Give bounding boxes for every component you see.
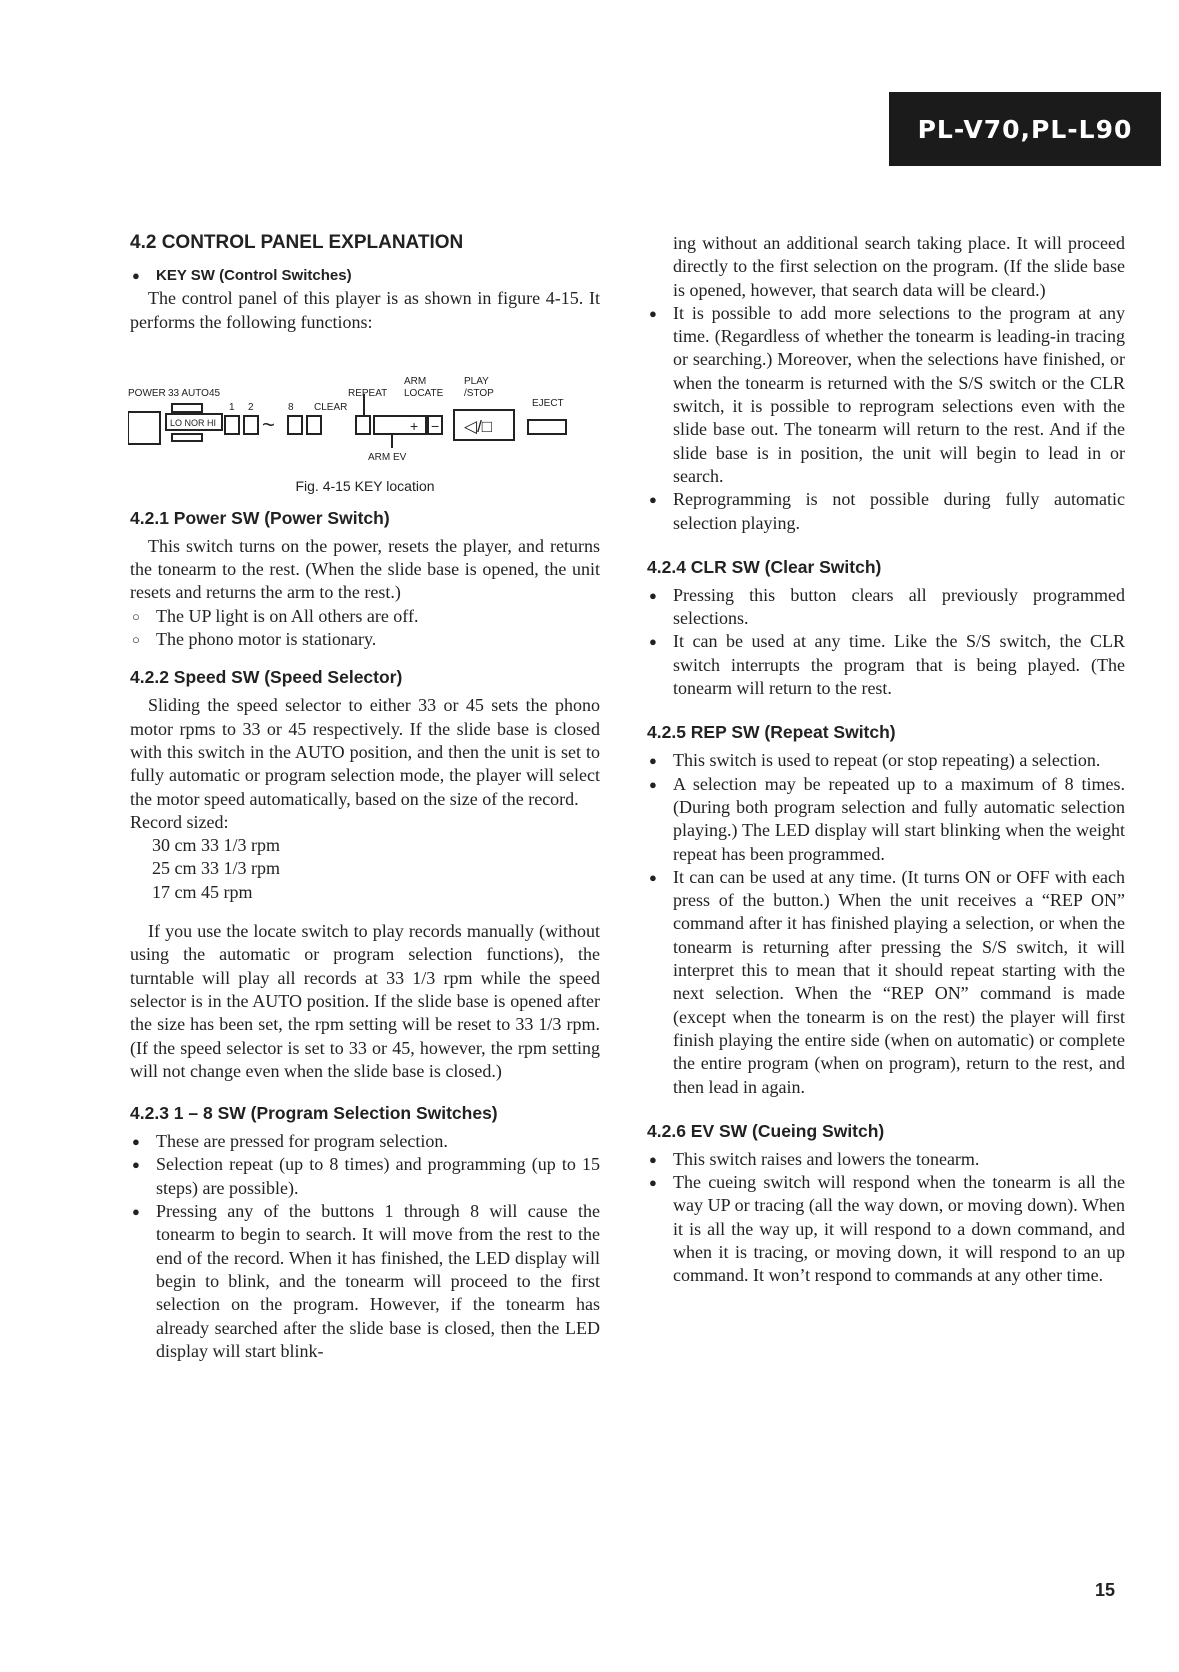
label-arm-locate-bottom: LOCATE: [404, 387, 444, 399]
clear-button: [356, 416, 370, 434]
s423-continuation: ing without an additional search taking place. It will proceed directly to the first selection on the program. (If the slide base is opened, however, that search data will be cleard.): [673, 233, 1125, 300]
program-button-1: [225, 416, 239, 434]
s425-item: ● It can can be used at any time. (It turns ON or OFF with each press of the button.) When the unit receives a “REP ON” command after it has finished playing a selection, or when the tonearm is returning after pressing the S/S switch, it will interpret this to mean that it should repeat starting with the next selection. When the “REP ON” command is made (except when the tonearm is on the rest) the player will first finish playing the entire side (when on automatic) or complete the entire program (when on program), return to the rest, and then lead in again.: [647, 866, 1125, 1099]
s423-item: ● Selection repeat (up to 8 times) and programming (up to 15 steps) are possible).: [130, 1153, 600, 1200]
speed-slider-bottom: [172, 434, 202, 441]
program-button-7: [288, 416, 302, 434]
s425-item: ● This switch is used to repeat (or stop repeating) a selection.: [647, 749, 1125, 772]
label-power: POWER: [128, 387, 166, 399]
left-column: [130, 232, 600, 1363]
label-lo-nor-hi: LO NOR HI: [170, 417, 217, 428]
program-button-8: [307, 416, 321, 434]
section-title: 4.2 CONTROL PANEL EXPLANATION: [130, 232, 464, 253]
label-8: 8: [288, 401, 294, 413]
s425-item: ● A selection may be repeated up to a maximum of 8 times. (During both program selection and fully automatic selection playing.) The LED display will start blinking when the weight repeat has been programmed.: [647, 773, 1125, 866]
label-tilde: ~: [262, 411, 275, 437]
key-sw-heading: ● KEY SW (Control Switches): [130, 264, 600, 287]
s424-item: ● Pressing this button clears all previously programmed selections.: [647, 584, 1125, 631]
s422-record: 17 cm 45 rpm: [152, 881, 253, 902]
s423-item: ● These are pressed for program selection.: [130, 1130, 600, 1153]
key-panel-diagram: [128, 374, 608, 464]
s422-body: Sliding the speed selector to either 33 or 45 sets the phono motor rpms to 33 or 45 respectively. If the slide base is closed with this switch in the AUTO position, and then the unit is set to fully automatic or program selection mode, the player will select the motor speed automatically, based on the size of the record.: [130, 695, 600, 809]
label-play-bottom: /STOP: [464, 387, 494, 399]
label-minus: −: [431, 417, 440, 434]
label-arm-ev: ARM EV: [368, 451, 407, 463]
s421-body: This switch turns on the power, resets the player, and returns the tonearm to the rest. (When the slide base is opened, the unit resets and returns the arm to the rest.): [130, 535, 600, 603]
label-plus: +: [410, 417, 419, 434]
eject-button: [528, 420, 566, 434]
s422-record: 25 cm 33 1/3 rpm: [152, 858, 280, 879]
label-speed: 33 AUTO45: [168, 387, 221, 399]
s421-item: ○ The UP light is on All others are off.: [130, 605, 600, 628]
s423-item: ● It is possible to add more selections to the program at any time. (Regardless of whether the tonearm is leading-in tracing or searching.) Moreover, when the selections have finished, or when the tonearm is returned with the S/S switch or the CLR switch, it is possible to reprogram selections even with the slide base out. The tonearm will return to the rest. And if the slide base is in position, the unit will begin to lead in or search.: [647, 302, 1125, 488]
s422-record-label: Record sized:: [130, 811, 229, 832]
s426-item: ● This switch raises and lowers the tonearm.: [647, 1148, 1125, 1171]
s422-heading: 4.2.2 Speed SW (Speed Selector): [130, 667, 403, 688]
page-number: 15: [1095, 1580, 1116, 1600]
arm-ev-button: [374, 416, 426, 434]
s421-item: ○ The phono motor is stationary.: [130, 628, 600, 651]
label-play-top: PLAY: [464, 375, 489, 387]
s421-heading: 4.2.1 Power SW (Power Switch): [130, 507, 390, 528]
label-1: 1: [229, 401, 235, 413]
label-2: 2: [248, 401, 254, 413]
s424-item: ● It can be used at any time. Like the S/S switch, the CLR switch interrupts the program that is being played. (The tonearm will return to the rest.: [647, 630, 1125, 700]
s426-heading: 4.2.6 EV SW (Cueing Switch): [647, 1120, 885, 1141]
right-column: [647, 232, 1125, 1288]
s423-item: ● Pressing any of the buttons 1 through 8 will cause the tonearm to begin to search. It will move from the rest to the end of the record. When it has finished, the LED display will begin to blink, and the tonearm will proceed to the first selection on the program. However, if the tonearm has already searched after the slide base is closed, then the LED display will start blink-: [130, 1200, 600, 1363]
figure-caption: Fig. 4-15 KEY location: [295, 477, 435, 494]
s423-heading: 4.2.3 1 – 8 SW (Program Selection Switches): [130, 1103, 498, 1124]
label-clear: CLEAR: [314, 401, 348, 413]
s422-body2: If you use the locate switch to play records manually (without using the automatic or program selection functions), the turntable will play all records at 33 1/3 rpm while the speed selector is in the AUTO position. If the slide base is opened after the size has been set, the rpm setting will be reset to 33 1/3 rpm. (If the speed selector is set to 33 or 45, however, the rpm setting will not change even when the slide base is closed.): [130, 921, 600, 1081]
label-play-symbol: ◁/□: [464, 416, 493, 436]
label-eject: EJECT: [532, 397, 564, 409]
label-repeat: REPEAT: [348, 387, 388, 399]
label-arm-locate-top: ARM: [404, 375, 427, 387]
power-button: [128, 412, 160, 444]
model-badge: PL-V70,PL-L90: [889, 92, 1161, 166]
key-sw-intro: The control panel of this player is as shown in figure 4-15. It performs the following functions:: [130, 288, 600, 332]
s426-item: ● The cueing switch will respond when the tonearm is all the way UP or tracing (all the way down, or moving down). When it is all the way up, it will respond to a down command, and when it is tracing, or moving down, it will respond to an up command. It won’t respond to commands at any other time.: [647, 1171, 1125, 1287]
s423-item: ● Reprogramming is not possible during fully automatic selection playing.: [647, 488, 1125, 535]
program-button-2: [244, 416, 258, 434]
s424-heading: 4.2.4 CLR SW (Clear Switch): [647, 556, 882, 577]
speed-slider-top: [172, 404, 202, 412]
s422-record: 30 cm 33 1/3 rpm: [152, 835, 280, 856]
s425-heading: 4.2.5 REP SW (Repeat Switch): [647, 722, 896, 743]
